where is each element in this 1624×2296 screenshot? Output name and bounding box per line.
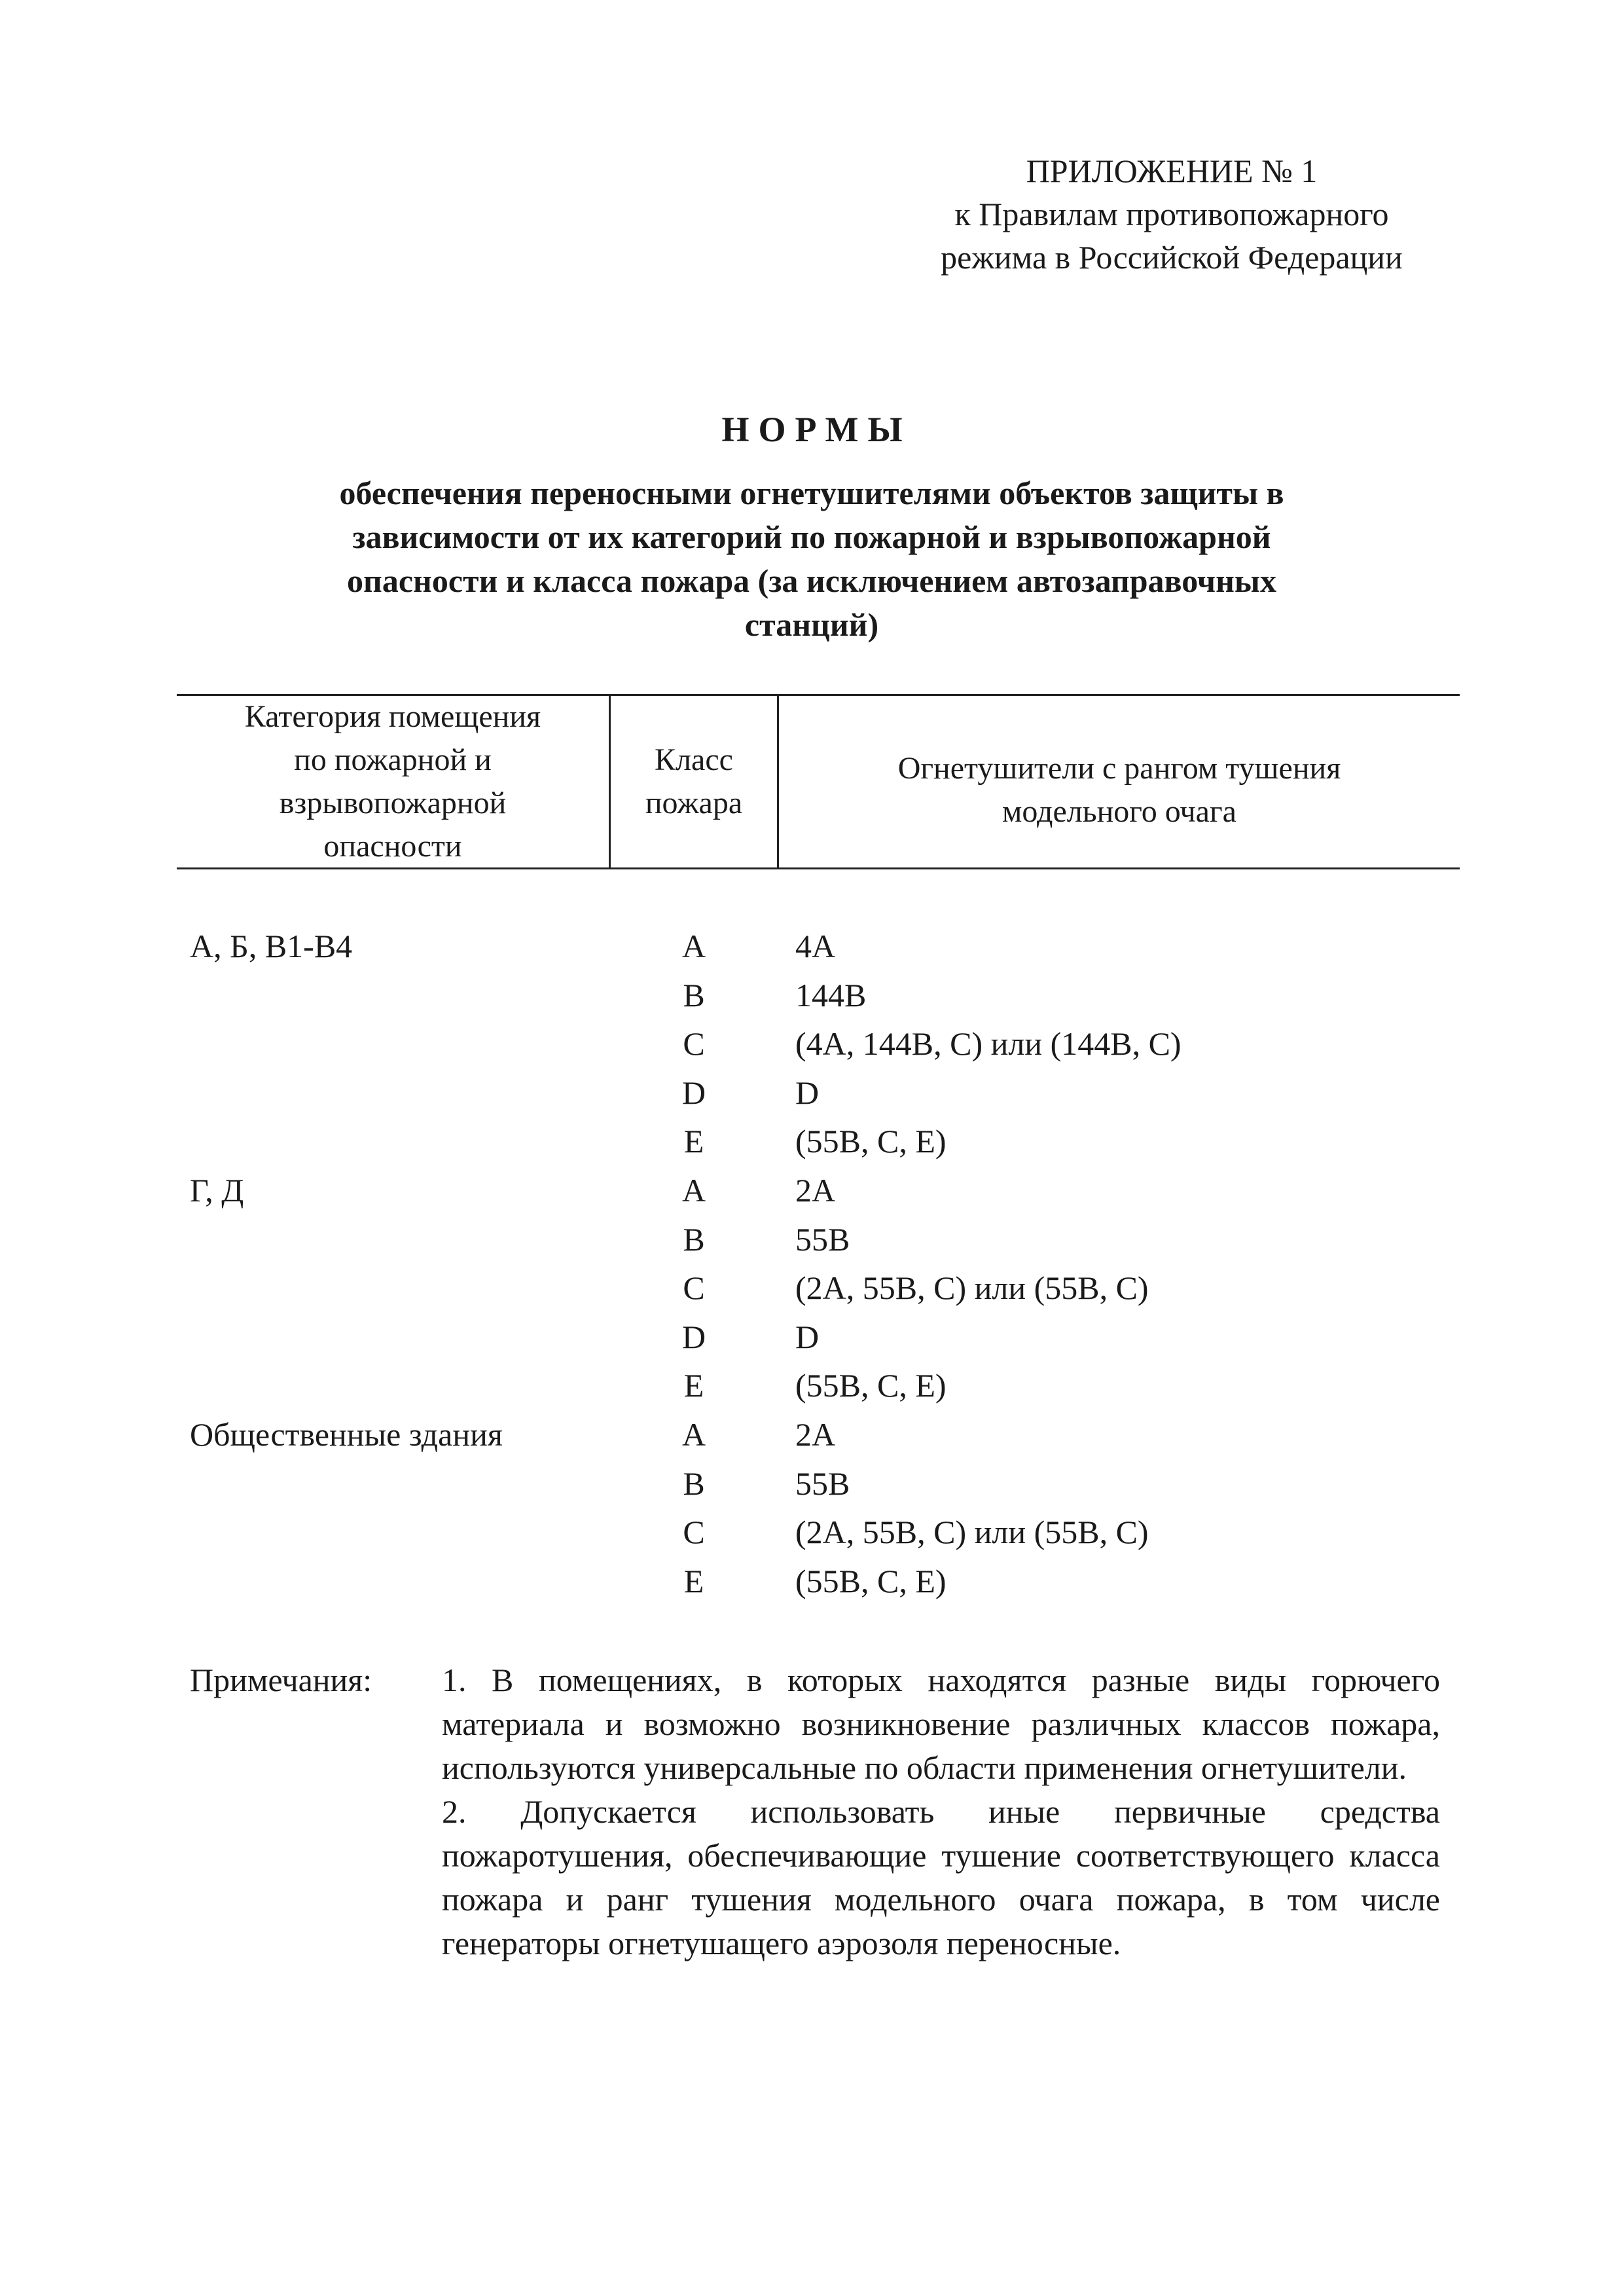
table-row xyxy=(177,1313,1460,1362)
header-category-line: взрывопожарной xyxy=(279,786,507,820)
table-row xyxy=(177,1361,1460,1410)
row-extinguishers: (2A, 55B, C) или (55B, C) xyxy=(795,1269,1149,1307)
row-fire-class: D xyxy=(681,1074,706,1111)
table-body xyxy=(177,922,1460,1605)
row-extinguishers: D xyxy=(795,1074,820,1111)
subtitle-line: опасности и класса пожара (за исключением автозаправочных xyxy=(347,562,1276,599)
row-extinguishers: D xyxy=(795,1318,820,1355)
table-row xyxy=(177,1068,1460,1118)
appendix-reference: к Правилам противопожарного xyxy=(954,196,1389,232)
table-row xyxy=(177,922,1460,971)
row-category: Общественные здания xyxy=(190,1415,503,1453)
row-extinguishers: (55B, C, E) xyxy=(795,1367,947,1404)
subtitle-line: станций) xyxy=(744,606,879,643)
row-extinguishers: 144B xyxy=(795,976,867,1013)
document-subtitle xyxy=(249,471,1375,647)
row-extinguishers: (55B, C, E) xyxy=(795,1562,947,1599)
table-header xyxy=(177,694,1460,869)
subtitle-line: обеспечения переносными огнетушителями объектов защиты в xyxy=(339,475,1284,511)
header-extinguishers-line: модельного очага xyxy=(1002,794,1236,829)
row-extinguishers: 4A xyxy=(795,928,836,964)
table-row xyxy=(177,1459,1460,1508)
row-fire-class: E xyxy=(683,1123,704,1160)
row-extinguishers: (2A, 55B, C) или (55B, C) xyxy=(795,1514,1149,1551)
table-row xyxy=(177,1019,1460,1068)
header-fire-class-line: Класс xyxy=(655,742,733,777)
table-row xyxy=(177,1410,1460,1459)
table-row xyxy=(177,971,1460,1020)
header-category-line: Категория помещения xyxy=(244,699,541,734)
table-row xyxy=(177,1117,1460,1166)
appendix-reference-cont: режима в Российской Федерации xyxy=(941,239,1403,276)
row-extinguishers: 2A xyxy=(795,1415,836,1453)
row-fire-class: D xyxy=(681,1318,706,1355)
header-category xyxy=(177,696,609,867)
row-category: Г, Д xyxy=(190,1171,244,1209)
subtitle-line: зависимости от их категорий по пожарной и взрывопожарной xyxy=(352,519,1271,555)
row-extinguishers: 55B xyxy=(795,1220,850,1258)
row-fire-class: C xyxy=(683,1269,705,1307)
notes-list xyxy=(442,1658,1440,1965)
row-extinguishers: (4A, 144B, C) или (144B, C) xyxy=(795,1025,1182,1063)
header-fire-class-line: пожара xyxy=(645,786,743,820)
row-fire-class: E xyxy=(683,1367,704,1404)
row-fire-class: E xyxy=(683,1562,704,1599)
row-fire-class: B xyxy=(683,976,705,1013)
note-item: 1. В помещениях, в которых находятся разные виды горючего материала и возможно возникновение различных классов пожара, используются универсальные по области применения огнетушители. xyxy=(442,1662,1440,1786)
note-item: 2. Допускается использовать иные первичные средства пожаротушения, обеспечивающие тушение соответствующего класса пожара и ранг тушения модельного очага пожара, в том числе генераторы огнетушащего аэрозоля переносные. xyxy=(442,1793,1440,1961)
table-row xyxy=(177,1508,1460,1557)
row-extinguishers: (55B, C, E) xyxy=(795,1123,947,1160)
header-extinguishers xyxy=(779,696,1460,867)
notes-label: Примечания: xyxy=(190,1662,372,1698)
appendix-header xyxy=(838,149,1506,279)
header-category-line: опасности xyxy=(323,829,462,864)
row-fire-class: C xyxy=(683,1514,705,1551)
header-fire-class xyxy=(609,696,779,867)
row-extinguishers: 55B xyxy=(795,1465,850,1502)
row-fire-class: A xyxy=(681,928,706,964)
header-extinguishers-line: Огнетушители с рангом тушения xyxy=(897,751,1341,786)
table-row xyxy=(177,1557,1460,1606)
document-title: НОРМЫ xyxy=(721,410,912,449)
table-row xyxy=(177,1215,1460,1264)
row-fire-class: C xyxy=(683,1025,705,1063)
table-row xyxy=(177,1264,1460,1313)
row-fire-class: A xyxy=(681,1171,706,1209)
row-category: А, Б, В1-В4 xyxy=(190,928,353,964)
row-fire-class: B xyxy=(683,1220,705,1258)
appendix-number: ПРИЛОЖЕНИЕ № 1 xyxy=(1026,153,1318,189)
row-fire-class: B xyxy=(683,1465,705,1502)
row-extinguishers: 2A xyxy=(795,1171,836,1209)
header-category-line: по пожарной и xyxy=(294,742,492,777)
table-row xyxy=(177,1166,1460,1215)
row-fire-class: A xyxy=(681,1415,706,1453)
